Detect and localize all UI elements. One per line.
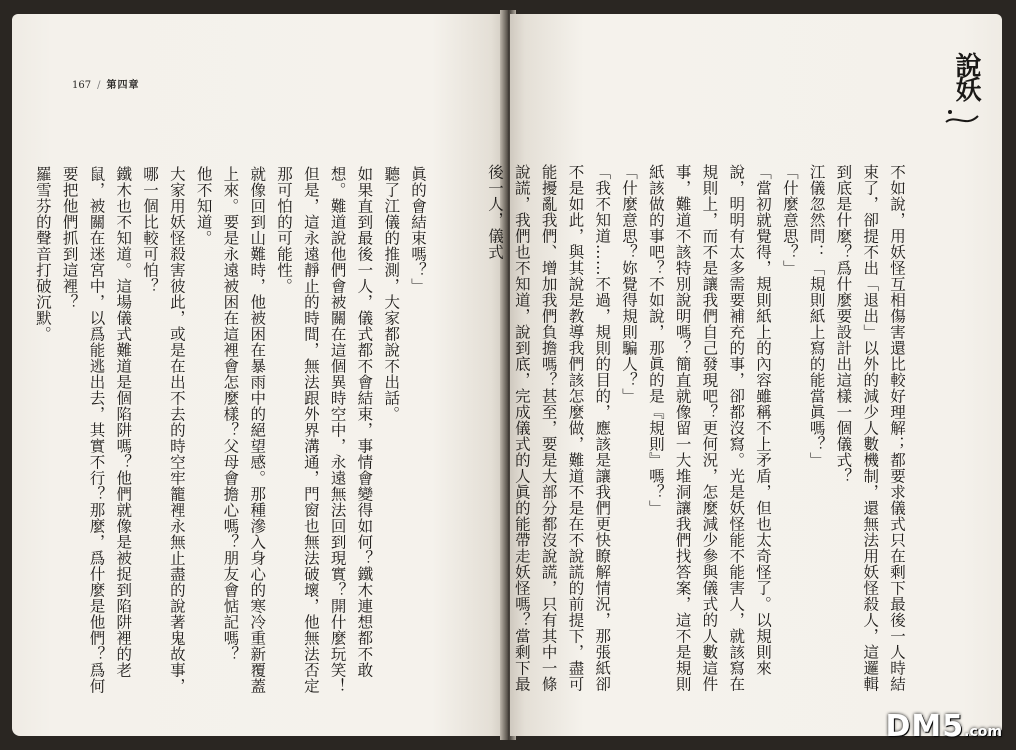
chapter-title: 第四章 [106,80,140,91]
paragraph: 眞的會結束嗎？」 [409,166,427,294]
header-separator: / [97,80,101,91]
paragraph: 聽了江儀的推測，大家都說不出話。 [382,166,401,422]
paragraph: 「我不知道……不過，規則的目的，應該是讓我們更快瞭解情況，那張紙卻不是如此，與其說是教導我們該怎麼做，難道不是在不說謊的前提下，盡可能擾亂我們、增加我們負擔嗎？甚至，要是大部分都沒說謊，只有其中一條說謊，我們也不知道，說到底，完成儀式的人眞的能帶走妖怪嗎？當剩下最後一人，儀式 [486,164,612,692]
paragraph: 江儀忽然問：「規則紙上寫的能當眞嗎？」 [807,164,826,468]
paragraph: 「什麼意思？」 [780,164,799,276]
paragraph: 羅雪芬的聲音打破沉默。 [33,166,52,342]
paragraph: 他不知道。 [194,166,213,246]
paragraph: 「什麼意思？妳覺得規則騙人？」 [620,164,639,404]
paragraph: 不如說，用妖怪互相傷害還比較好理解；都要求儀式只在剩下最後一人時結束了，卻提不出「退出」以外的減少人數機制，還無法用妖怪殺人，這邏輯到底是什麼？爲什麼要設計出這樣一個儀式？ [834,164,906,692]
right-text-block [486,164,910,704]
left-text-block [31,166,431,696]
right-page [486,14,1002,736]
logo-text: 說妖 [951,52,981,100]
watermark-suffix: .com [964,724,1002,740]
series-logo [938,50,988,130]
watermark-main: DM5 [885,709,965,744]
paragraph: 大家用妖怪殺害彼此，或是在出不去的時空牢籠裡永無止盡的說著鬼故事，哪一個比較可怕？ [141,166,186,694]
site-watermark [886,709,1002,744]
paragraph: 就像回到山難時，他被困在暴雨中的絕望感。那種滲入身心的寒冷重新覆蓋上來。要是永遠被困在這裡會怎麼樣？父母會擔心嗎？朋友會惦記嗎？ [221,166,267,694]
paragraph: 如果直到最後一人，儀式都不會結束，事情會變得如何？鐵木連想都不敢想。難道說他們會被關在這個異時空中，永遠無法回到現實？開什麼玩笑！但是，這永遠靜止的時間，無法跟外界溝通，門窗也無法破壞，他無法否定那可怕的可能性。 [275,166,374,694]
page-number: 167 [72,80,92,91]
paragraph: 「當初就覺得，規則紙上的內容雖稱不上矛盾，但也太奇怪了。以規則來說，明明有太多需要補充的事，卻都沒寫。光是妖怪能不能害人，就該寫在規則上，而不是讓我們自己發現吧？更何況，怎麼減少參與儀式的人數這件事，難道不該特別說明嗎？簡直就像留一大堆洞讓我們找答案，這不是規則紙該做的事吧？不如說，那眞的是『規則』嗎？」 [646,164,773,692]
paragraph: 鐵木也不知道。這場儀式難道是個陷阱嗎？他們就像是被捉到陷阱裡的老鼠，被關在迷宮中，以爲能逃出去，其實不行？那麼，爲什麼是他們？爲何要把他們抓到這裡？ [60,166,133,694]
page-header [72,76,139,91]
left-page [12,14,506,736]
